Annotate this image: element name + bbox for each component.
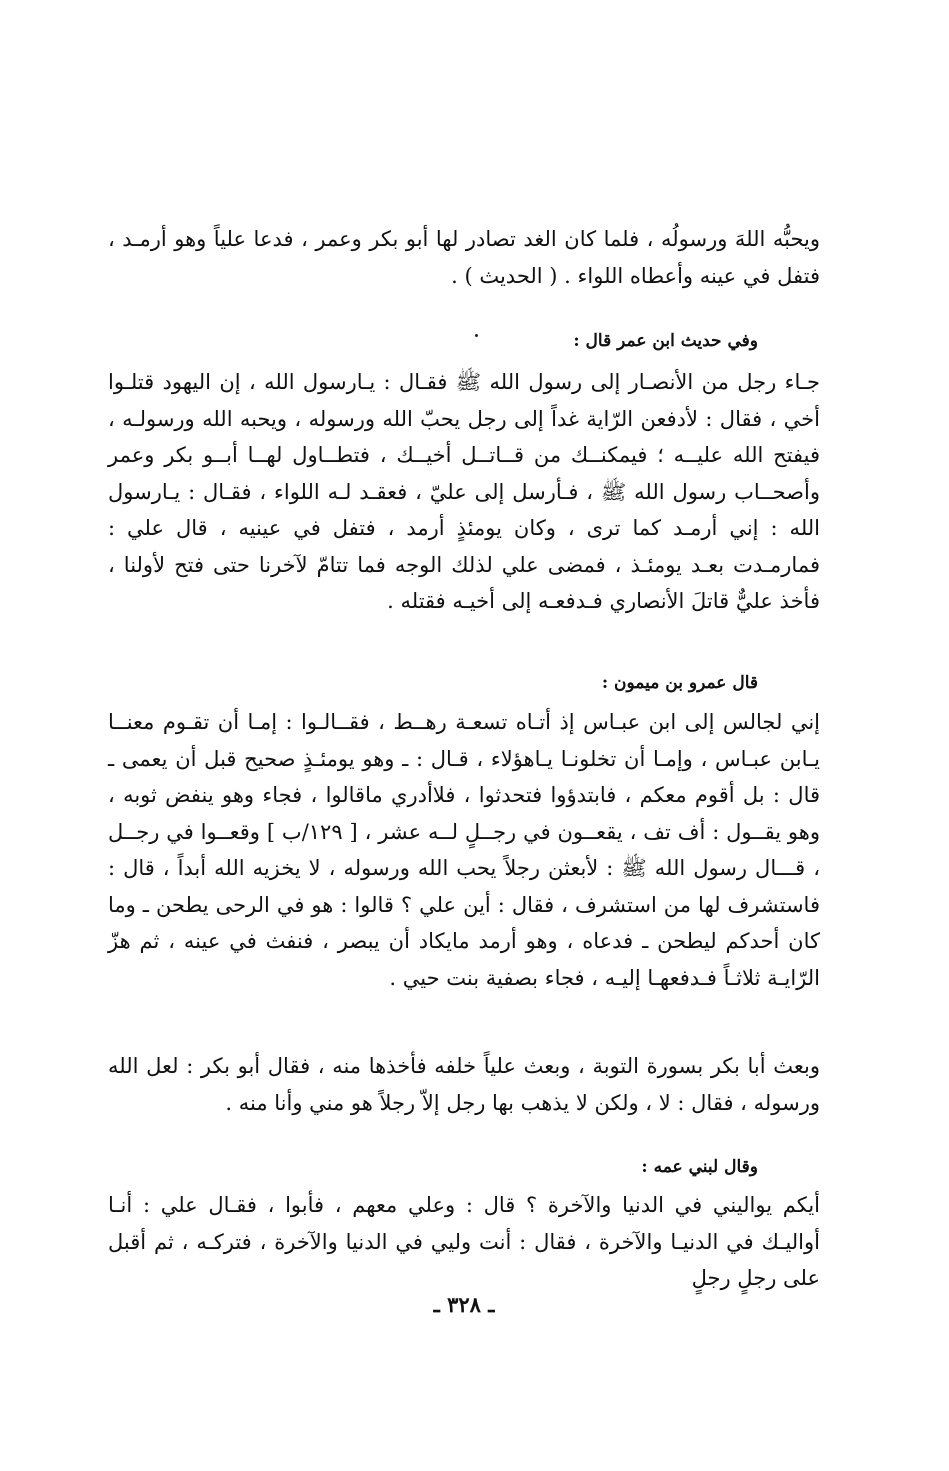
stray-dot — [475, 334, 478, 337]
paragraph-3: إني لجالس إلى ابن عبـاس إذ أتـاه تسعـة رهــط ، فقــالـوا : إمـا أن تقـوم معنــا يـابن عبـاس ، وإمـا أن تخلونـا يـاهؤلاء ، قـال : ـ وهو يومئـذٍ صحيح قبل أن يعمى ـ قال : بل أقوم معكم ، فابتدؤوا فتحدثوا ، فلاأدري ماقالوا ، فجاء وهو ينفض ثوبه ، وهو يقــول : أف تف ، يقعــون في رجــلٍ لــه عشر ، [ ١٢٩/ب ] وقعــوا في رجــل ، قـــال رسول الله ﷺ : لأبعثن رجلاً يحب الله ورسوله ، لا يخزيه الله أبداً ، قال : فاستشرف لها من استشرف ، فقال : أين علي ؟ قالوا : هو في الرحى يطحن ـ وما كان أحدكم ليطحن ـ فدعاه ، وهو أرمد مايكاد أن يبصر ، فنفث في عينه ، ثم هزّ الرّايـة ثلاثـاً فـدفعهـا إليـه ، فجاء بصفية بنت حيي . — [108, 710, 821, 990]
section-heading-bani-amm: وقال لبني عمه : — [641, 1157, 758, 1177]
paragraph-5: أيكم يواليني في الدنيا والآخرة ؟ قال : وعلي معهم ، فأبوا ، فقـال علي : أنـا أواليـك في الدنيـا والآخرة ، فقال : أنت وليي في الدنيا والآخرة ، فتركـه ، ثم أقبل على رجلٍ رجلٍ — [108, 1193, 820, 1290]
section-heading-amr-ibn-maymun: قال عمرو بن ميمون : — [601, 673, 758, 693]
paragraph-4: وبعث أبا بكر بسورة التوبة ، وبعث علياً خلفه فأخذها منه ، فقال أبو بكر : لعل الله ورسوله ، فقال : لا ، ولكن لا يذهب بها رجل إلاّ رجلاً هو مني وأنا منه . — [108, 1054, 820, 1115]
paragraph-1: ويحبُّه اللهَ ورسولُه ، فلما كان الغد تصادر لها أبو بكر وعمر ، فدعا علياً وهو أرمـد ، فتفل في عينه وأعطاه اللواء . ( الحديث ) . — [108, 227, 820, 288]
page-number: ـ ٣٢٨ ـ — [433, 1292, 495, 1317]
section-heading-ibn-umar: وفي حديث ابن عمر قال : — [573, 331, 758, 351]
paragraph-2: جـاء رجل من الأنصـار إلى رسول الله ﷺ فقـال : يـارسول الله ، إن اليهود قتلـوا أخي ، فقال : لأدفعن الرّاية غداً إلى رجل يحبّ الله ورسوله ، ويحبه الله ورسولـه ، فيفتح الله عليــه ؛ فيمكنــك من قــاتــل أخيــك ، فتطــاول لهــا أبــو بكر وعمر وأصحــاب رسول الله ﷺ ، فـأرسل إلى عليّ ، فعقـد لـه اللواء ، فقـال : يـارسول الله : إني أرمـد كما ترى ، وكان يومئذٍ أرمد ، فتفل في عينيه ، قال علي : فمارمـدت بعـد يومئـذ ، فمضى علي لذلك الوجه فما تتامّ لآخرنا حتى فتح لأولنا ، فأخذ عليٌّ قاتلَ الأنصاري فـدفعـه إلى أخيـه فقتله . — [108, 370, 820, 613]
document-page — [108, 0, 820, 1471]
